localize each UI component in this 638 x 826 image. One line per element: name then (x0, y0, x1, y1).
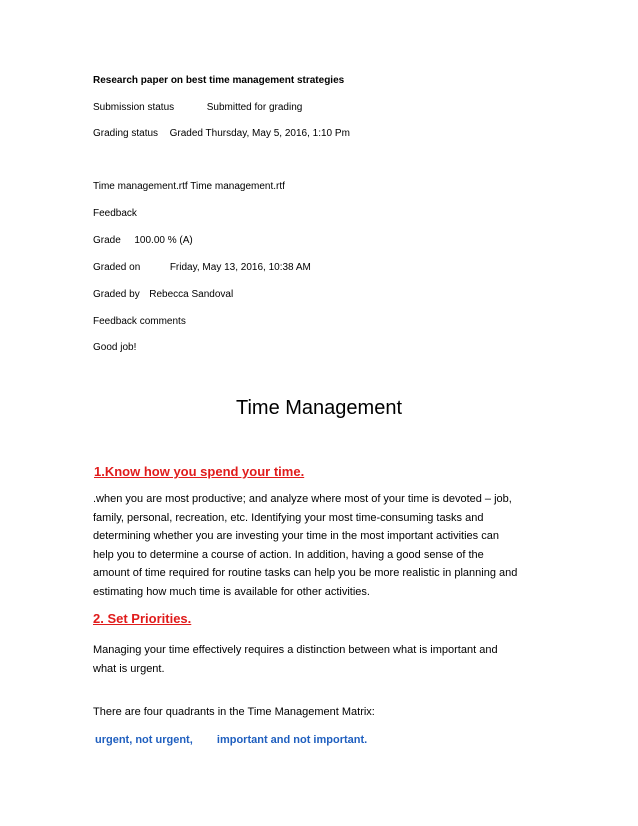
quadrants-importance: important and not important. (216, 734, 368, 746)
graded-on-value: Friday, May 13, 2016, 10:38 AM (169, 262, 311, 273)
quadrants-intro: There are four quadrants in the Time Management Matrix: (93, 706, 375, 718)
section-2-paragraph (93, 641, 543, 678)
submission-status-row (93, 102, 302, 114)
grading-status-value: Graded Thursday, May 5, 2016, 1:10 Pm (169, 128, 350, 139)
submission-status-label: Submission status (93, 102, 175, 113)
graded-by-row (93, 289, 233, 301)
paragraph-line: Managing your time effectively requires a distinction between what is important and (93, 644, 498, 656)
submission-status-value: Submitted for grading (206, 102, 303, 113)
grading-status-row (93, 128, 350, 140)
section-1-paragraph (93, 490, 543, 601)
feedback-heading: Feedback (93, 208, 137, 219)
grade-row (93, 235, 193, 247)
paragraph-line: family, personal, recreation, etc. Identifying your most time-consuming tasks and (93, 511, 484, 524)
section-1-heading: 1.Know how you spend your time. (94, 464, 305, 479)
attached-files: Time management.rtf Time management.rtf (93, 181, 285, 192)
graded-by-value: Rebecca Sandoval (149, 289, 234, 300)
graded-on-row (93, 262, 311, 274)
grading-status-label: Grading status (93, 128, 159, 139)
section-2-heading: 2. Set Priorities. (93, 611, 192, 626)
paragraph-line: amount of time required for routine tasks can help you be more realistic in planning and (93, 567, 518, 579)
paragraph-line: determining whether you are investing your time in the most important activities can (93, 530, 499, 542)
graded-on-label: Graded on (93, 262, 141, 273)
feedback-comments-label: Feedback comments (93, 316, 186, 327)
graded-by-label: Graded by (93, 289, 140, 300)
paragraph-line: what is urgent. (93, 662, 165, 675)
paragraph-line: .when you are most productive; and analyze where most of your time is devoted – job, (93, 493, 512, 505)
quadrants-urgency: urgent, not urgent, (95, 734, 193, 746)
paragraph-line: help you to determine a course of action. In addition, having a good sense of the (93, 548, 484, 561)
assignment-title: Research paper on best time management strategies (93, 75, 345, 86)
paragraph-line: estimating how much time is available for other activities. (93, 585, 370, 598)
document-title: Time Management (236, 397, 402, 419)
quadrants-list (95, 734, 367, 746)
grade-value: 100.00 % (A) (134, 235, 193, 246)
grade-label: Grade (93, 235, 121, 246)
feedback-comment: Good job! (93, 342, 137, 353)
